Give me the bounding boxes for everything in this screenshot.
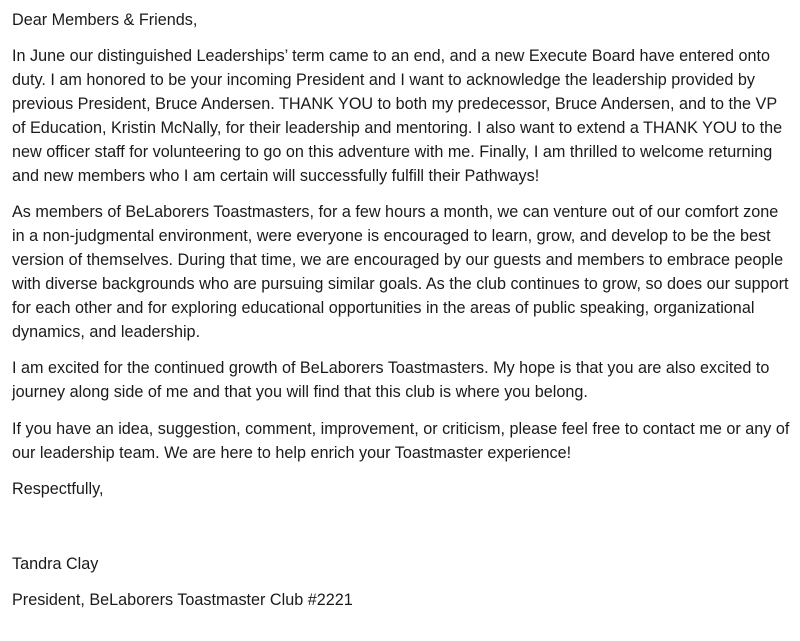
signer-title: President, BeLaborers Toastmaster Club #2221 bbox=[12, 591, 353, 610]
letter-body bbox=[12, 9, 792, 613]
salutation: Dear Members & Friends, bbox=[12, 11, 198, 29]
paragraph-club-mission: As members of BeLaborers Toastmasters, for a few hours a month, we can venture out of our comfort zone in a non-judgmental environment, were everyone is encouraged to learn, grow, and develop to be the best version of themselves. During that time, we are encouraged by our guests and members to embrace people with diverse backgrounds who are pursuing similar goals. As the club continues to grow, so does our support for each other and for exploring educational opportunities in the areas of public speaking, organizational dynamics, and leadership. bbox=[12, 203, 789, 341]
paragraph-introduction: In June our distinguished Leaderships’ term came to an end, and a new Execute Board have entered onto duty. I am honored to be your incoming President and I want to acknowledge the leadership provided by previous President, Bruce Andersen. THANK YOU to both my predecessor, Bruce Andersen, and to the VP of Education, Kristin McNally, for their leadership and mentoring. I also want to extend a THANK YOU to the new officer staff for volunteering to go on this adventure with me. Finally, I am thrilled to welcome returning and new members who I am certain will successfully fulfill their Pathways! bbox=[12, 47, 783, 185]
closing: Respectfully, bbox=[12, 479, 104, 498]
signer-name: Tandra Clay bbox=[12, 554, 99, 573]
paragraph-growth: I am excited for the continued growth of BeLaborers Toastmasters. My hope is that you are also excited to journey along side of me and that you will find that this club is where you belong. bbox=[12, 359, 770, 402]
paragraph-contact: If you have an idea, suggestion, comment, improvement, or criticism, please feel free to contact me or any of our leadership team. We are here to help enrich your Toastmaster experience! bbox=[12, 419, 790, 462]
